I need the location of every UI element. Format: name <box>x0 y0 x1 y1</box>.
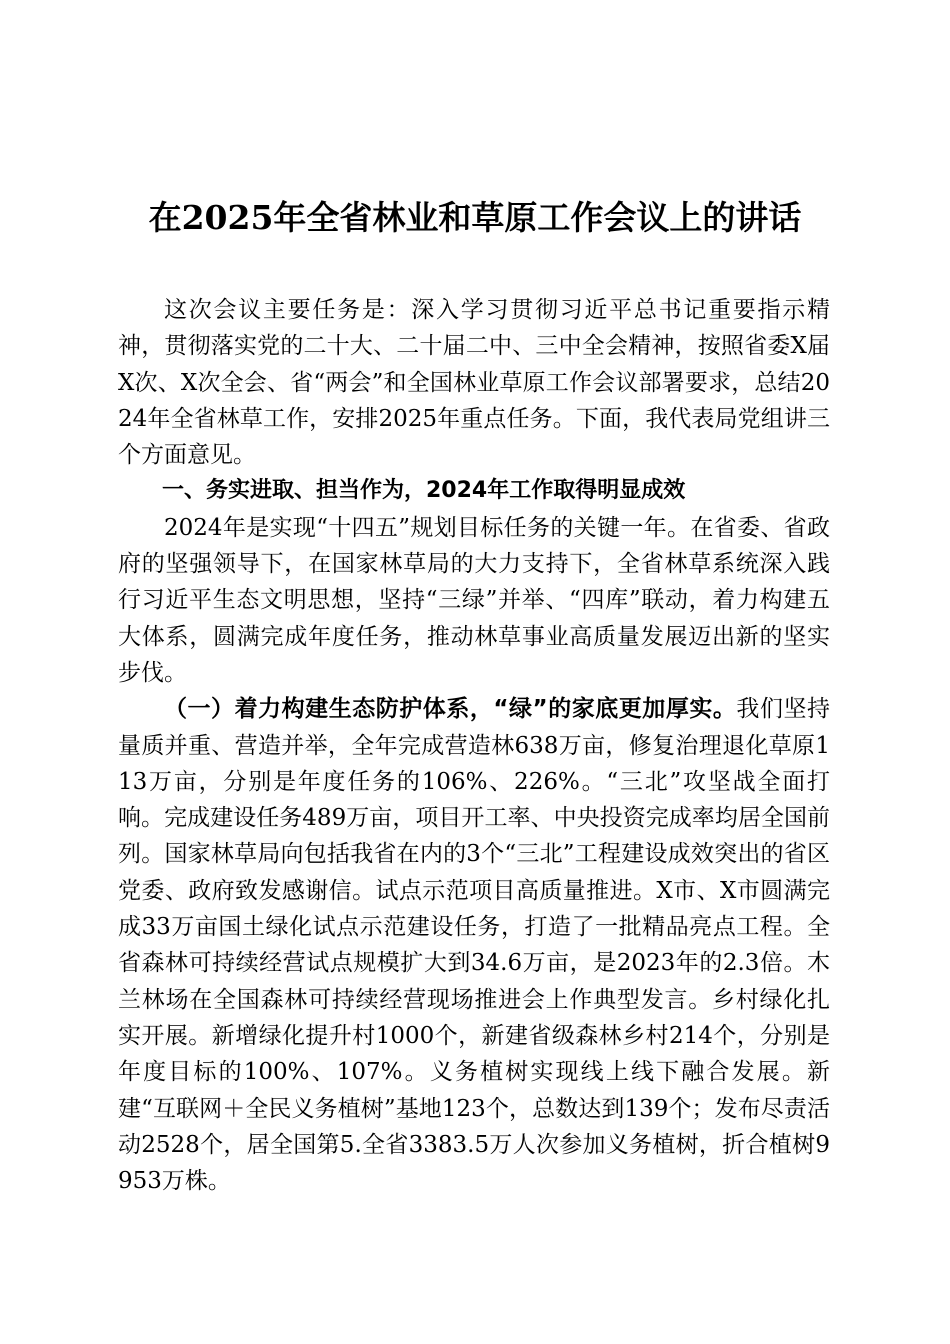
section-heading-1: 一、务实进取、担当作为，2024年工作取得明显成效 <box>162 478 686 504</box>
section-1-body: 我们坚持量质并重、营造并举，全年完成营造林638万亩，修复治理退化草原113万亩，分别是年度任务的106%、226%。“三北”攻坚战全面打响。完成建设任务489万亩，项目开工率、中央投资完成率均居全国前列。国家林草局向包括我省在内的3个“三北”工程建设成效突出的省区党委、政府致发感谢信。试点示范项目高质量推进。X市、X市圆满完成33万亩国土绿化试点示范建设任务，打造了一批精品亮点工程。全省森林可持续经营试点规模扩大到34.6万亩，是2023年的2.3倍。木兰林场在全国森林可持续经营现场推进会上作典型发言。乡村绿化扎实开展。新增绿化提升村1000个，新建省级森林乡村214个，分别是年度目标的100%、107%。义务植树实现线上线下融合发展。新建“互联网＋全民义务植树”基地123个，总数达到139个；发布尽责活动2528个，居全国第5.全省3383.5万人次参加义务植树，折合植树9953万株。 <box>118 696 831 1195</box>
intro-paragraph: 这次会议主要任务是：深入学习贯彻习近平总书记重要指示精神，贯彻落实党的二十大、二十届二中、三中全会精神，按照省委X届X次、X次全会、省“两会”和全国林业草原工作会议部署要求，总结2024年全省林草工作，安排2025年重点任务。下面，我代表局党组讲三个方面意见。 <box>118 297 830 469</box>
section-1-paragraph <box>118 691 830 1199</box>
document-title: 在2025年全省林业和草原工作会议上的讲话 <box>148 198 802 237</box>
overview-paragraph: 2024年是实现“十四五”规划目标任务的关键一年。在省委、省政府的坚强领导下，在国家林草局的大力支持下，全省林草系统深入践行习近平生态文明思想，坚持“三绿”并举、“四库”联动，着力构建五大体系，圆满完成年度任务，推动林草事业高质量发展迈出新的坚实步伐。 <box>118 514 830 686</box>
document-body <box>118 292 830 1199</box>
section-1-lead: （一）着力构建生态防护体系，“绿”的家底更加厚实。 <box>164 696 737 723</box>
